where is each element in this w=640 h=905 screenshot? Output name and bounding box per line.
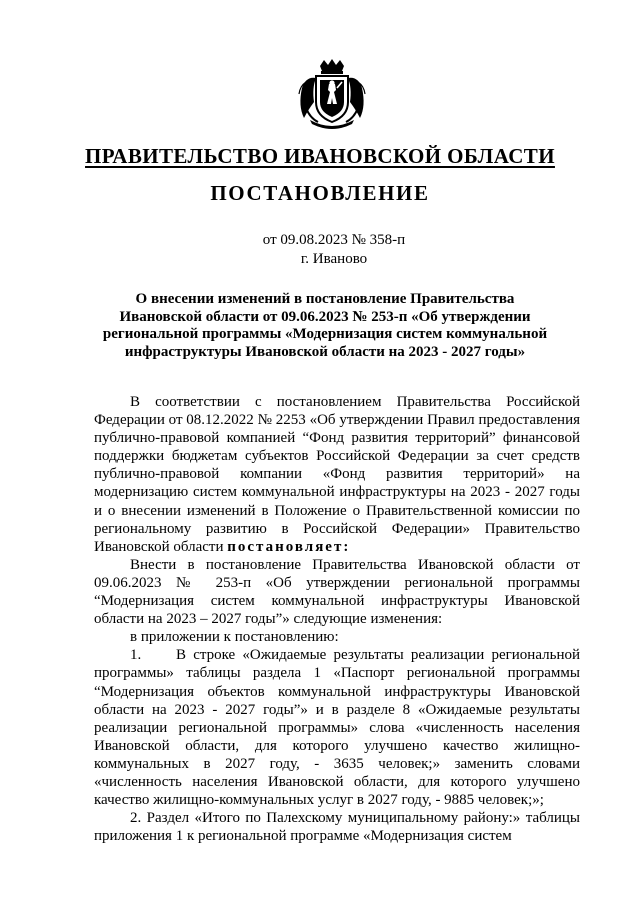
- body-paragraph-annex: в приложении к постановлению:: [130, 629, 339, 646]
- resolution-keyword: постановляет:: [227, 538, 351, 555]
- body-paragraph-item-1: 1. В строке «Ожидаемые результаты реализации региональной программы» таблицы раздела 1 «Паспорт региональной программы “Модернизация объектов коммунальной инфраструктуры Ивановской области на 2023 - 2027 годы”» и в разделе 8 «Ожидаемые результаты реализации региональной программы» слова «численность населения Ивановской области, для которого улучшено качество жилищно-коммунальных в 2027 году, - 3635 человек;» заменить словами «численность населения Ивановской области, для которого улучшено качество жилищно-коммунальных услуг в 2027 году, - 9885 человек;»;: [94, 647, 580, 809]
- document-date-number: от 09.08.2023 № 358-п: [262, 232, 406, 248]
- subject-line: инфраструктуры Ивановской области на 2023 - 2027 годы»: [124, 343, 526, 360]
- document-type: ПОСТАНОВЛЕНИЕ: [210, 181, 430, 205]
- coat-of-arms-icon: [296, 58, 368, 132]
- document-body: [94, 393, 580, 845]
- document-subject: [100, 291, 550, 361]
- organization-name: ПРАВИТЕЛЬСТВО ИВАНОВСКОЙ ОБЛАСТИ: [85, 144, 555, 168]
- item-number: 1.: [130, 647, 142, 664]
- body-paragraph-preamble: В соответствии с постановлением Правительства Российской Федерации от 08.12.2022 № 2253 «Об утверждении Правил предоставления публично-правовой компанией “Фонд развития территорий” финансовой поддержки бюджетам субъектов Российской Федерации за счет средств публично-правовой компании «Фонд развития территорий» на модернизацию систем коммунальной инфраструктуры на 2023 - 2027 годы и о внесении изменений в Положение о Правительственной комиссии по региональному развитию в Российской Федерации» Правительство Ивановской области постановляет:: [94, 394, 580, 555]
- document-city: г. Иваново: [300, 251, 368, 267]
- body-paragraph-resolution: Внести в постановление Правительства Ивановской области от 09.06.2023 № 253-п «Об утверждении региональной программы “Модернизация систем коммунальной инфраструктуры Ивановской области на 2023 – 2027 годы”» следующие изменения:: [94, 556, 580, 628]
- subject-line: Ивановской области от 09.06.2023 № 253-п «Об утверждении: [119, 308, 531, 325]
- body-paragraph-item-2: 2. Раздел «Итого по Палехскому муниципальному району:» таблицы приложения 1 к региональной программе «Модернизация систем: [94, 810, 580, 845]
- subject-line: О внесении изменений в постановление Правительства: [135, 291, 515, 307]
- subject-line: региональной программы «Модернизация систем коммунальной: [102, 326, 548, 342]
